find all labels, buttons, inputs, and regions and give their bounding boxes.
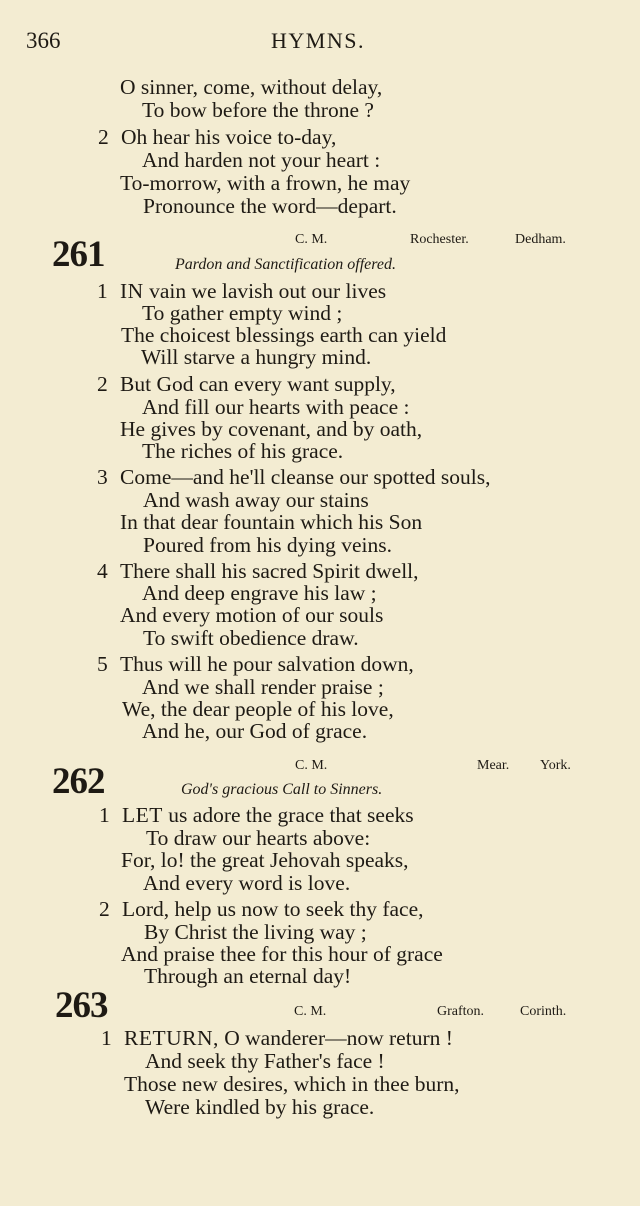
verse-line: Thus will he pour salvation down, [120, 652, 414, 676]
verse-line: The riches of his grace. [142, 439, 344, 463]
tune-name: Rochester. [410, 232, 469, 247]
verse-line: Poured from his dying veins. [143, 533, 393, 557]
hymn-meter: C. M. [294, 1004, 327, 1019]
verse-line [120, 281, 386, 303]
verse-number: 1 [101, 1026, 112, 1050]
verse-line: To-morrow, with a frown, he may [120, 171, 411, 195]
verse-line: Oh hear his voice to-day, [121, 125, 337, 149]
verse-line: And every motion of our souls [120, 603, 384, 627]
verse-line: And wash away our stains [143, 488, 369, 512]
verse-line: To gather empty wind ; [142, 301, 343, 325]
verse-line: For, lo! the great Jehovah speaks, [121, 848, 409, 872]
verse-line: To bow before the throne ? [142, 98, 374, 122]
hymn-number: 263 [55, 985, 108, 1026]
hymn-meter: C. M. [295, 758, 328, 773]
verse-line: To swift obedience draw. [143, 626, 359, 650]
verse-line: We, the dear people of his love, [122, 697, 394, 721]
verse-line: Those new desires, which in thee burn, [124, 1072, 460, 1096]
page-number: 366 [26, 28, 61, 53]
verse-line: In that dear fountain which his Son [120, 510, 423, 534]
verse-line [122, 805, 414, 827]
verse-line: And we shall render praise ; [142, 675, 384, 699]
verse-line: By Christ the living way ; [144, 920, 367, 944]
verse-line: And deep engrave his law ; [142, 581, 377, 605]
verse-number: 5 [97, 652, 108, 676]
verse-line: Lord, help us now to seek thy face, [122, 897, 424, 921]
hymn-subtitle: Pardon and Sanctification offered. [175, 256, 397, 273]
first-line-rest: us adore the grace that seeks [162, 803, 414, 827]
verse-line: The choicest blessings earth can yield [121, 323, 447, 347]
first-line-rest: vain we lavish out our lives [143, 279, 387, 303]
tune-name: Mear. [477, 758, 510, 773]
verse-line [124, 1028, 453, 1050]
verse-number: 3 [97, 465, 108, 489]
hymn-meter: C. M. [295, 232, 328, 247]
verse-line: Through an eternal day! [144, 964, 352, 988]
verse-line: Will starve a hungry mind. [141, 345, 372, 369]
verse-line: There shall his sacred Spirit dwell, [120, 559, 419, 583]
verse-line: O sinner, come, without delay, [120, 75, 383, 99]
first-line-rest: O wanderer—now return ! [218, 1026, 453, 1050]
running-title: HYMNS. [271, 28, 365, 53]
verse-line: Pronounce the word—depart. [143, 194, 397, 218]
verse-line: And seek thy Father's face ! [145, 1049, 385, 1073]
verse-number: 4 [97, 559, 108, 583]
verse-number: 2 [97, 372, 108, 396]
first-word: IN [120, 279, 144, 303]
verse-line: And fill our hearts with peace : [142, 395, 410, 419]
hymn-subtitle: God's gracious Call to Sinners. [181, 781, 383, 798]
verse-number: 2 [99, 897, 110, 921]
verse-line: Come—and he'll cleanse our spotted souls, [120, 465, 491, 489]
verse-line: Were kindled by his grace. [145, 1095, 375, 1119]
first-word: LET [122, 803, 163, 827]
verse-line: To draw our hearts above: [146, 826, 371, 850]
verse-line: And praise thee for this hour of grace [121, 942, 443, 966]
verse-line: And he, our God of grace. [142, 719, 368, 743]
verse-line: And harden not your heart : [142, 148, 381, 172]
tune-name: York. [540, 758, 571, 773]
verse-number: 1 [97, 279, 108, 303]
first-word: RETURN, [124, 1026, 219, 1050]
verse-line: He gives by covenant, and by oath, [120, 417, 423, 441]
verse-line: And every word is love. [143, 871, 351, 895]
tune-name: Grafton. [437, 1004, 485, 1019]
verse-line: But God can every want supply, [120, 372, 396, 396]
verse-number: 1 [99, 803, 110, 827]
tune-name: Corinth. [520, 1004, 567, 1019]
tune-name: Dedham. [515, 232, 566, 247]
verse-number: 2 [98, 125, 109, 149]
hymn-number: 261 [52, 234, 105, 275]
hymn-number: 262 [52, 761, 105, 802]
